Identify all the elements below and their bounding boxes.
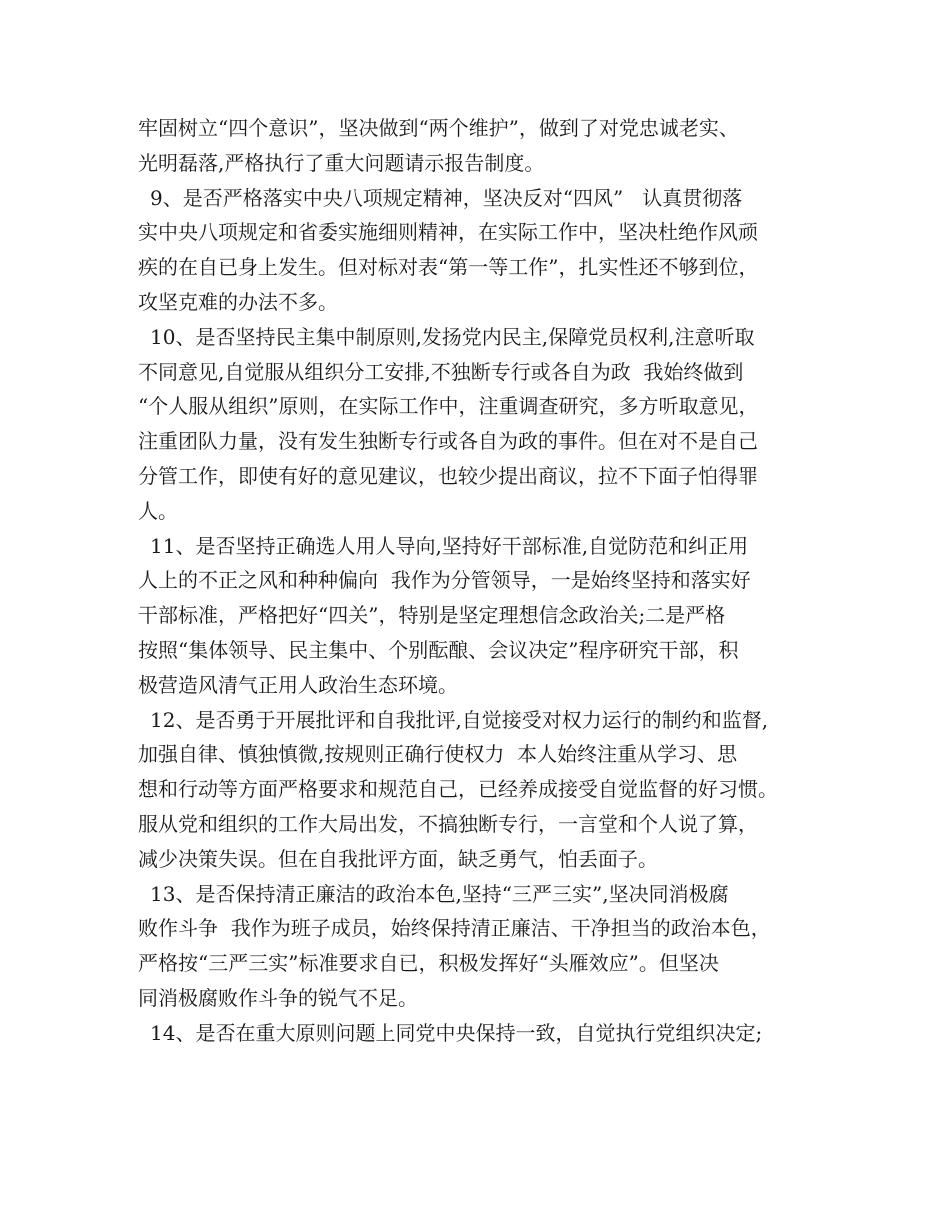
text-line: 不同意见,自觉服从组织分工安排,不独断专行或各自为政 我始终做到 bbox=[138, 359, 744, 384]
paragraph-item-13 bbox=[138, 877, 828, 1016]
document-page bbox=[138, 111, 828, 1051]
text-line: 服从党和组织的工作大局出发，不搞独断专行，一言堂和个人说了算， bbox=[138, 811, 758, 836]
text-line: 按照“集体领导、民主集中、个别酝酿、会议决定”程序研究干部，积 bbox=[138, 637, 739, 662]
text-line: 严格按“三严三实”标准要求自已，积极发挥好“头雁效应”。但坚决 bbox=[138, 951, 719, 976]
item-heading-line: 13、是否保持清正廉洁的政治本色,坚持“三严三实”,坚决同消极腐 bbox=[150, 881, 729, 906]
paragraph-item-12 bbox=[138, 703, 828, 877]
text-line: 分管工作，即使有好的意见建议，也较少提出商议，拉不下面子怕得罪 bbox=[138, 463, 758, 488]
paragraph-item-11 bbox=[138, 529, 828, 703]
text-line: 实中央八项规定和省委实施细则精神，在实际工作中，坚决杜绝作风顽 bbox=[138, 220, 758, 245]
text-line: 败作斗争 我作为班子成员，始终保持清正廉洁、干净担当的政治本色， bbox=[138, 916, 771, 941]
text-line: 同消极腐败作斗争的锐气不足。 bbox=[138, 985, 418, 1010]
item-heading-line: 10、是否坚持民主集中制原则,发扬党内民主,保障党员权利,注意听取 bbox=[150, 324, 755, 349]
paragraph-item-14 bbox=[138, 1016, 828, 1051]
text-line: 干部标准，严格把好“四关”，特别是坚定理想信念政治关;二是严格 bbox=[138, 603, 726, 628]
text-line: 人。 bbox=[138, 498, 178, 523]
text-line: 牢固树立“四个意识”，坚决做到“两个维护”，做到了对党忠诚老实、 bbox=[138, 116, 739, 140]
paragraph-item-10 bbox=[138, 320, 828, 529]
text-line: 注重团队力量，没有发生独断专行或各自为政的事件。但在对不是自己 bbox=[138, 429, 758, 454]
text-line: 攻坚克难的办法不多。 bbox=[138, 289, 338, 314]
item-heading-line: 11、是否坚持正确选人用人导向,坚持好干部标准,自觉防范和纠正用 bbox=[150, 533, 749, 558]
item-heading-line: 12、是否勇于开展批评和自我批评,自觉接受对权力运行的制约和监督, bbox=[150, 707, 769, 732]
item-heading-line: 14、是否在重大原则问题上同党中央保持一致，自觉执行党组织决定; bbox=[150, 1020, 763, 1045]
item-heading-line: 9、是否严格落实中央八项规定精神，坚决反对“四风” 认真贯彻落 bbox=[150, 185, 743, 210]
paragraph-intro bbox=[138, 111, 828, 181]
text-line: 极营造风清气正用人政治生态环境。 bbox=[138, 672, 458, 697]
text-line: 想和行动等方面严格要求和规范自己，已经养成接受自觉监督的好习惯。 bbox=[138, 777, 778, 802]
text-line: 加强自律、慎独慎微,按规则正确行使权力 本人始终注重从学习、思 bbox=[138, 742, 738, 767]
text-line: 人上的不正之风和种种偏向 我作为分管领导，一是始终坚持和落实好 bbox=[138, 568, 751, 593]
paragraph-item-9 bbox=[138, 181, 828, 320]
text-line: 减少决策失误。但在自我批评方面，缺乏勇气，怕丢面子。 bbox=[138, 846, 658, 871]
text-line: 疾的在自已身上发生。但对标对表“第一等工作”，扎实性还不够到位， bbox=[138, 255, 759, 280]
text-line: “个人服从组织”原则，在实际工作中，注重调查研究，多方听取意见， bbox=[138, 394, 759, 419]
text-line: 光明磊落,严格执行了重大问题请示报告制度。 bbox=[138, 150, 545, 175]
